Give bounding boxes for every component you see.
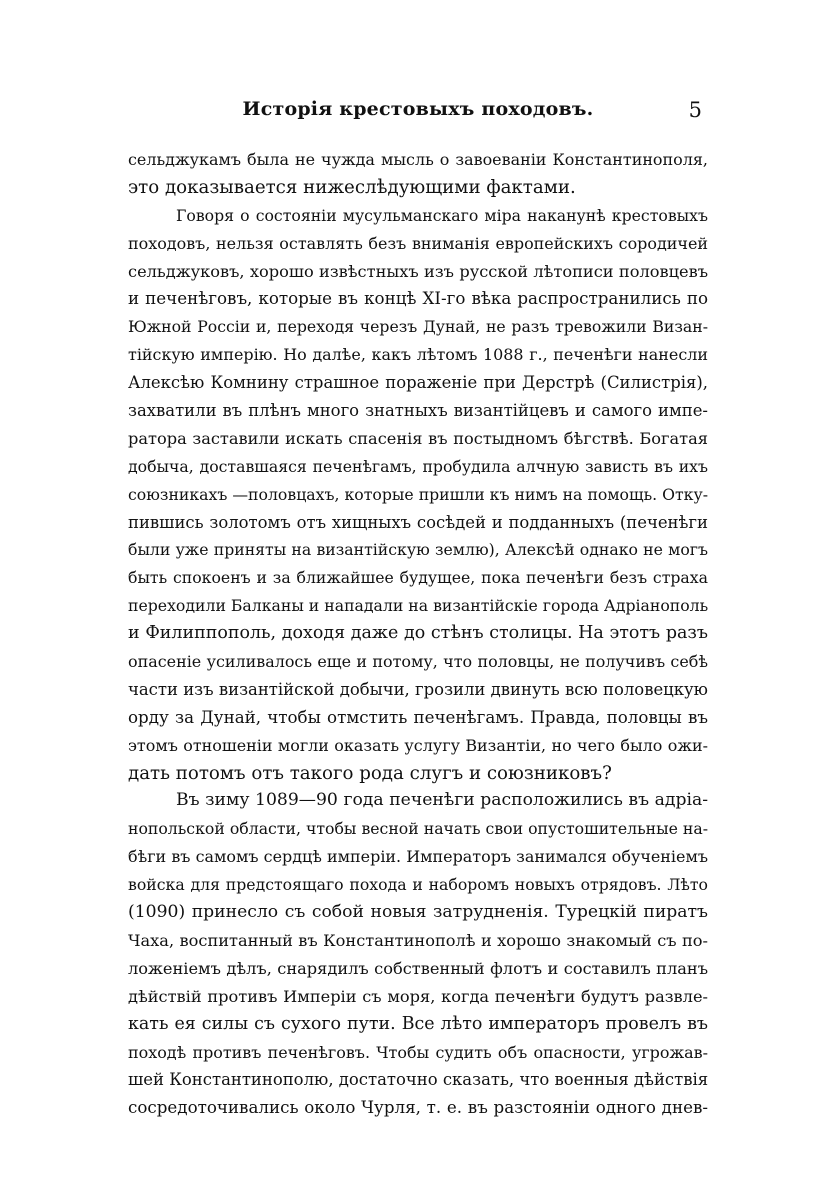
- text-line: пившись золотомъ отъ хищныхъ сосѣдей и подданныхъ (печенѣги: [128, 512, 708, 532]
- text-line: (1090) принесло съ собой новыя затрудненія. Турецкій пиратъ: [128, 902, 708, 923]
- text-line: кать ея силы съ сухого пути. Все лѣто императоръ провелъ въ: [128, 1013, 708, 1034]
- text-line: быть спокоенъ и за ближайшее будущее, пока печенѣги безъ страха: [128, 568, 708, 588]
- text-line: ратора заставили искать спасенія въ постыдномъ бѣгствѣ. Богатая: [128, 428, 708, 448]
- text-line: сосредоточивались около Чурля, т. е. въ разстояніи одного днев-: [128, 1097, 708, 1118]
- text-line: походѣ противъ печенѣговъ. Чтобы судить объ опасности, угрожав-: [128, 1042, 708, 1062]
- text-line: Алексѣю Комнину страшное пораженіе при Дерстрѣ (Силистрія),: [128, 373, 708, 393]
- text-line: союзникахъ —половцахъ, которые пришли къ нимъ на помощь. Отку-: [128, 484, 708, 504]
- body-text: [128, 146, 708, 1122]
- text-line: бѣги въ самомъ сердцѣ имперіи. Императоръ занимался обученіемъ: [128, 847, 708, 867]
- text-line: были уже приняты на византійскую землю), Алексѣй однако не могъ: [128, 540, 708, 560]
- text-line: нопольской области, чтобы весной начать свои опустошительные на-: [128, 819, 708, 839]
- text-line: походовъ, нельзя оставлять безъ вниманія европейскихъ сородичей: [128, 233, 708, 253]
- text-line: опасеніе усиливалось еще и потому, что половцы, не получивъ себѣ: [128, 652, 708, 672]
- running-head: [128, 98, 708, 128]
- text-line: Въ зиму 1089—90 года печенѣги расположились въ адріа-: [176, 790, 708, 811]
- text-line: этомъ отношеніи могли оказать услугу Византіи, но чего было ожи-: [128, 735, 708, 755]
- text-line: и печенѣговъ, которые въ концѣ XI-го вѣка распространились по: [128, 288, 708, 309]
- text-line: сельджуковъ, хорошо извѣстныхъ изъ русской лѣтописи половцевъ: [128, 261, 708, 281]
- text-line: Южной Россіи и, переходя черезъ Дунай, не разъ тревожили Визан-: [128, 317, 708, 337]
- text-line: захватили въ плѣнъ много знатныхъ византійцевъ и самого импе-: [128, 401, 708, 421]
- text-line: тійскую имперію. Но далѣе, какъ лѣтомъ 1088 г., печенѣги нанесли: [128, 345, 708, 365]
- text-line: шей Константинополю, достаточно сказать, что военныя дѣйствія: [128, 1070, 708, 1090]
- text-line: дать потомъ отъ такого рода слугъ и союзниковъ?: [128, 762, 612, 784]
- text-line: Говоря о состояніи мусульманскаго міра наканунѣ крестовыхъ: [176, 205, 708, 225]
- text-line: и Филиппополь, доходя даже до стѣнъ столицы. На этотъ разъ: [128, 623, 708, 644]
- text-line: добыча, доставшаяся печенѣгамъ, пробудила алчную зависть въ ихъ: [128, 456, 708, 476]
- page-number: 5: [688, 98, 702, 122]
- text-line: это доказывается нижеслѣдующими фактами.: [128, 176, 576, 198]
- text-line: орду за Дунай, чтобы отмстить печенѣгамъ. Правда, половцы въ: [128, 706, 708, 727]
- text-line: Чаха, воспитанный въ Константинополѣ и хорошо знакомый съ по-: [128, 930, 708, 950]
- text-line: сельджукамъ была не чужда мысль о завоеваніи Константинополя,: [128, 150, 708, 169]
- text-line: дѣйствій противъ Имперіи съ моря, когда печенѣги будутъ развле-: [128, 986, 708, 1006]
- text-line: ложеніемъ дѣлъ, снарядилъ собственный флотъ и составилъ планъ: [128, 958, 708, 978]
- text-line: части изъ византійской добычи, грозили двинуть всю половецкую: [128, 679, 708, 699]
- text-line: войска для предстоящаго похода и наборомъ новыхъ отрядовъ. Лѣто: [128, 875, 708, 895]
- text-line: переходили Балканы и нападали на византійскіе города Адріанополь: [128, 596, 708, 616]
- running-title: Исторія крестовыхъ походовъ.: [242, 98, 594, 120]
